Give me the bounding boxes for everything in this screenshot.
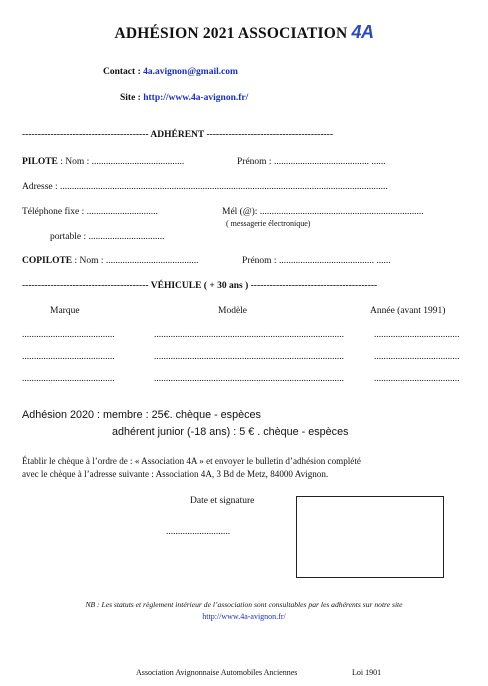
nb-site-link[interactable]: http://www.4a-avignon.fr/ [202,612,286,621]
footer-association: Association Avignonnaise Automobiles Anciennes [136,668,298,677]
footer-law: Loi 1901 [352,668,382,677]
column-marque: Marque [50,306,80,316]
vehicle-row-3-annee[interactable]: .................................... [374,374,460,384]
copilote-prenom-field[interactable]: Prénom : ........................................ ...... [242,256,391,266]
association-logo: 4A [351,22,374,42]
copilote-nom-field[interactable] [22,256,199,266]
mel-note: ( messagerie électronique) [226,219,311,228]
section-vehicule-title: ---------------------------------------- VÉHICULE ( + 30 ans ) ---------------------------------------- [22,281,378,291]
payment-line-2: avec le chèque à l’adresse suivante : Association 4A, 3 Bd de Metz, 84000 Avignon. [22,469,329,479]
site-label: Site : [120,93,141,103]
adhesion-junior: adhérent junior (-18 ans) : 5 € . chèque - espèces [112,426,349,438]
adhesion-membre: Adhésion 2020 : membre : 25€. chèque - espèces [22,409,261,421]
signature-field[interactable]: ........................... [166,527,231,537]
vehicle-row-3-marque[interactable]: ....................................... [22,374,115,384]
portable-field[interactable]: portable : ................................ [50,232,165,242]
signature-box[interactable] [296,496,444,578]
signature-label: Date et signature [190,496,255,506]
section-adherent-title: ---------------------------------------- ADHÉRENT ---------------------------------------- [22,130,333,140]
contact-line [103,67,238,77]
site-line [120,93,248,103]
vehicle-row-2-modele[interactable]: ................................................................................ [154,352,344,362]
column-modele: Modèle [218,306,248,316]
vehicle-row-1-modele[interactable]: ................................................................................ [154,330,344,340]
vehicle-row-1-annee[interactable]: .................................... [374,330,460,340]
page-title [0,22,488,43]
vehicle-row-3-modele[interactable]: ................................................................................ [154,374,344,384]
copilote-label: COPILOTE [22,256,73,266]
pilote-prenom-field[interactable]: Prénom : ........................................ ...... [237,157,386,167]
vehicle-row-1-marque[interactable]: ....................................... [22,330,115,340]
pilote-nom-field[interactable] [22,157,184,167]
pilote-nom-label: : Nom : ....................................... [60,157,185,167]
nb-note: NB : Les statuts et règlement intérieur de l’association sont consultables par les adhérents sur notre site [85,600,403,609]
vehicle-row-2-annee[interactable]: .................................... [374,352,460,362]
payment-line-1: Établir le chèque à l’ordre de : « Association 4A » et envoyer le bulletin d’adhésion complété [22,456,361,466]
title-text: ADHÉSION 2021 ASSOCIATION [114,25,348,42]
adresse-field[interactable]: Adresse : .......................................................................................................................................... [22,182,388,192]
contact-label: Contact : [103,67,141,77]
vehicle-row-2-marque[interactable]: ....................................... [22,352,115,362]
contact-email-link[interactable]: 4a.avignon@gmail.com [143,67,238,77]
copilote-nom-label: : Nom : ....................................... [74,256,199,266]
site-link[interactable]: http://www.4a-avignon.fr/ [143,93,249,103]
mel-field[interactable]: Mél (@): ..................................................................... [222,207,424,217]
telephone-field[interactable]: Téléphone fixe : .............................. [22,207,158,217]
pilote-label: PILOTE [22,157,58,167]
column-annee: Année (avant 1991) [370,306,446,316]
